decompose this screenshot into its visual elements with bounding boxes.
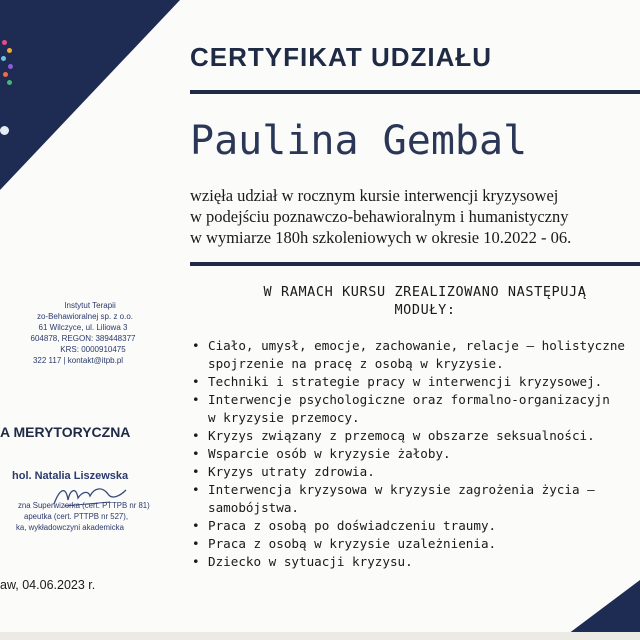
modules-heading-line-1: W RAMACH KURSU ZREALIZOWANO NASTĘPUJĄ — [263, 284, 587, 300]
signer-name: hol. Natalia Liszewska — [12, 470, 129, 482]
place-date: aw, 04.06.2023 r. — [0, 578, 96, 592]
signer-role-line: apeutka (cert. PTTPB nr 527), — [24, 512, 129, 521]
signer-role-line: ka, wykładowczyni akademicka — [16, 523, 124, 532]
bullet-icon: • — [192, 536, 200, 551]
institute-line: zo-Behawioralnej sp. z o.o. — [36, 312, 134, 321]
institute-line: Instytut Terapii — [64, 301, 116, 310]
institute-line: 604878, REGON: 389448377 — [30, 334, 136, 343]
list-item: • Kryzys związany z przemocą w obszarze seksualności. — [192, 428, 595, 443]
list-item: • Interwencja kryzysowa w kryzysie zagrożenia życia – samobójstwa. — [192, 482, 595, 515]
institute-line: KRS: 0000910475 — [60, 345, 126, 354]
intro-line: w wymiarze 180h szkoleniowych w okresie 10.2022 - 06. — [190, 228, 572, 247]
bullet-icon: • — [192, 374, 200, 389]
modules-list — [190, 337, 625, 571]
list-item: • Dziecko w sytuacji kryzysu. — [192, 554, 413, 569]
list-item: • Praca z osobą po doświadczeniu traumy. — [192, 518, 497, 533]
list-item: • Techniki i strategie pracy w interwencji kryzysowej. — [192, 374, 603, 389]
institute-stamp — [0, 300, 150, 366]
institute-line: 322 117 | kontakt@itpb.pl — [32, 356, 124, 365]
institute-line: 61 Wilczyce, ul. Liliowa 3 — [38, 323, 128, 332]
divider-middle — [190, 262, 640, 266]
signer-roles — [0, 500, 150, 533]
list-item: • Ciało, umysł, emocje, zachowanie, relacje – holistyczne spojrzenie na pracę z osobą w kryzysie. — [192, 338, 626, 371]
divider-top — [190, 90, 640, 94]
corner-decoration-bottom-right — [560, 580, 640, 640]
bottom-edge — [0, 632, 640, 640]
signer-role-line: zna Superwizorka (cert. PTTPB nr 81) — [18, 501, 150, 510]
bullet-icon: • — [192, 428, 200, 443]
bullet-icon: • — [192, 482, 200, 497]
bullet-icon: • — [192, 446, 200, 461]
list-item: • Praca z osobą w kryzysie uzależnienia. — [192, 536, 497, 551]
certificate-title: CERTYFIKAT UDZIAŁU — [190, 42, 493, 72]
list-item: • Wsparcie osób w kryzysie żałoby. — [192, 446, 451, 461]
recipient-name: Paulina Gembal — [190, 118, 528, 164]
bullet-icon: • — [192, 392, 200, 407]
bullet-icon: • — [192, 464, 200, 479]
logo-dots-icon — [0, 36, 14, 146]
intro-text — [190, 185, 571, 248]
list-item: • Kryzys utraty zdrowia. — [192, 464, 375, 479]
bullet-icon: • — [192, 338, 200, 353]
intro-line: wzięła udział w rocznym kursie interwencji kryzysowej — [190, 186, 559, 205]
bullet-icon: • — [192, 518, 200, 533]
bullet-icon: • — [192, 554, 200, 569]
list-item: • Interwencje psychologiczne oraz formalno-organizacyjn w kryzysie przemocy. — [192, 392, 610, 425]
intro-line: w podejściu poznawczo-behawioralnym i humanistyczny — [190, 207, 569, 226]
modules-heading — [195, 283, 640, 319]
corner-decoration-top-left — [0, 0, 180, 190]
merit-heading: A MERYTORYCZNA — [0, 424, 131, 440]
modules-heading-line-2: MODUŁY: — [394, 302, 456, 318]
